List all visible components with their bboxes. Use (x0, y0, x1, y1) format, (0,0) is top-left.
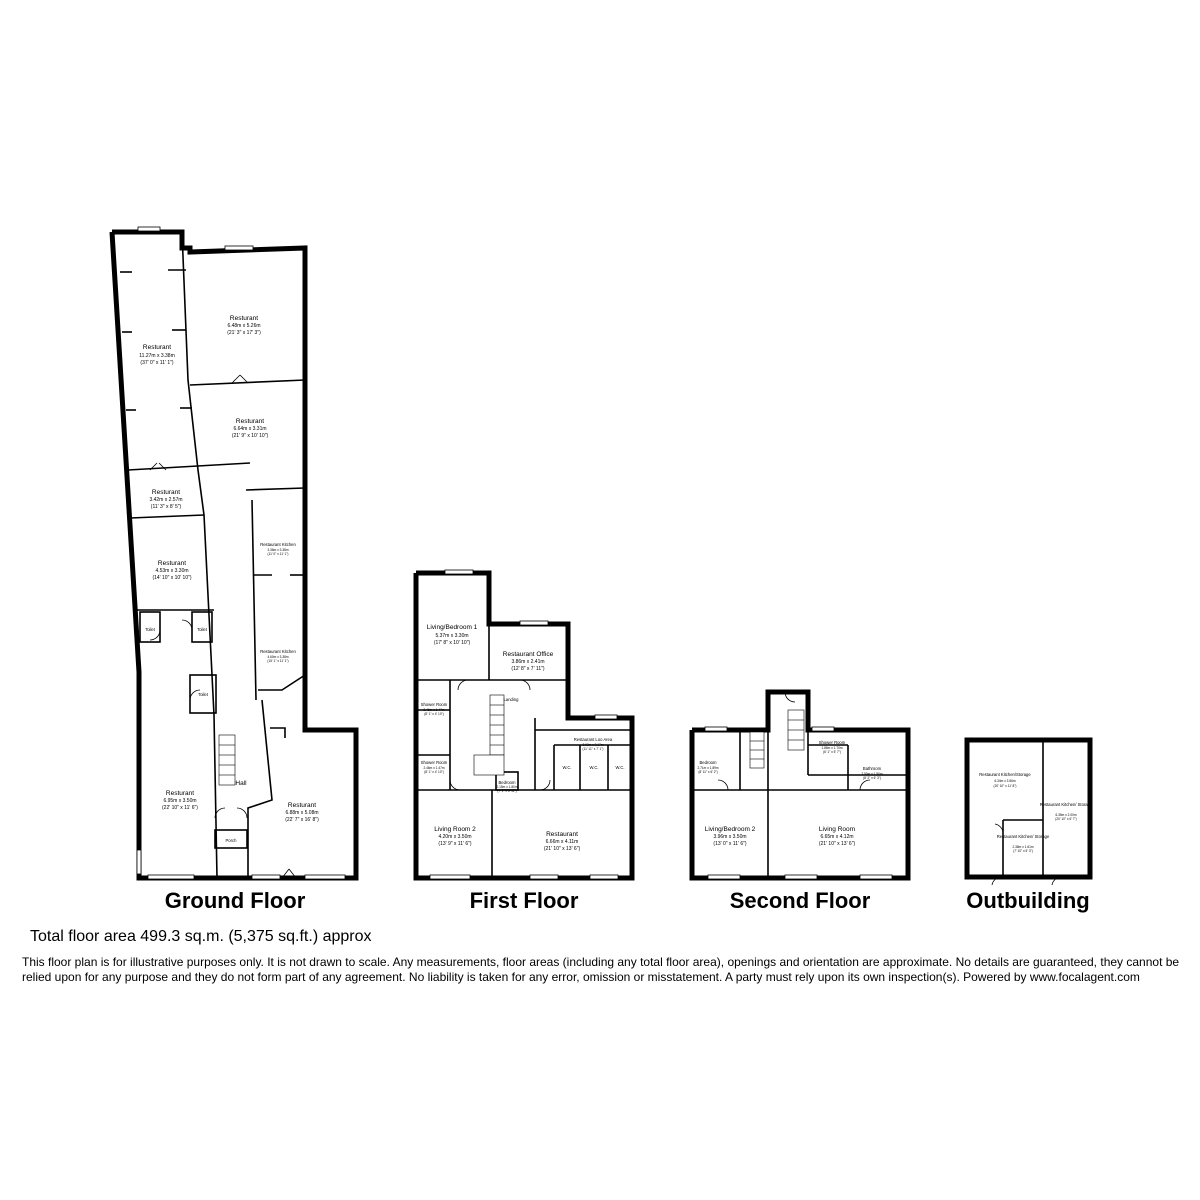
svg-text:Restaurant Kitchen: Restaurant Kitchen (260, 542, 296, 547)
svg-text:(11' 0" x 11' 1"): (11' 0" x 11' 1") (267, 552, 289, 556)
svg-text:Resturant: Resturant (142, 344, 172, 351)
room-label: W.C. (589, 765, 599, 770)
svg-text:3.36m x 3.38m: 3.36m x 3.38m (267, 548, 289, 552)
svg-text:(13' 0" x 11' 6"): (13' 0" x 11' 6") (713, 841, 747, 847)
room-label (697, 760, 718, 774)
ground-wall (182, 232, 217, 878)
svg-text:Shower Room: Shower Room (420, 702, 448, 707)
svg-text:2.38m x 1.61m: 2.38m x 1.61m (1012, 845, 1034, 849)
svg-text:4.53m x 3.30m: 4.53m x 3.30m (155, 568, 189, 574)
svg-text:6.48m x 5.26m: 6.48m x 5.26m (227, 323, 261, 329)
svg-text:(7' 1" x 5' 11"): (7' 1" x 5' 11") (497, 789, 517, 793)
room-label (152, 560, 191, 581)
room-label: Toilet (145, 627, 155, 632)
svg-text:(8' 1" x 4' 10"): (8' 1" x 4' 10") (424, 770, 444, 774)
room-label: Landing (503, 697, 519, 702)
svg-text:Resturant: Resturant (151, 489, 181, 496)
room-label (979, 772, 1031, 788)
room-label (162, 790, 198, 811)
svg-text:Living/Bedroom 2: Living/Bedroom 2 (704, 826, 756, 833)
svg-text:(20' 10" x 11' 8"): (20' 10" x 11' 8") (993, 784, 1017, 788)
svg-text:6.95m x 3.50m: 6.95m x 3.50m (163, 798, 197, 804)
room-label (260, 649, 296, 663)
svg-text:4.20m x 3.50m: 4.20m x 3.50m (438, 834, 472, 840)
room-label (434, 826, 476, 847)
room-label (819, 740, 846, 754)
svg-text:(8' 1" x 4' 10"): (8' 1" x 4' 10") (424, 712, 444, 716)
floor-title-second: Second Floor (729, 888, 871, 913)
floor-title-first: First Floor (469, 888, 579, 913)
svg-text:(20' 10" x 6' 7"): (20' 10" x 6' 7") (1055, 817, 1077, 821)
svg-text:Shower Room: Shower Room (420, 760, 448, 765)
room-label: Toilet (197, 627, 207, 632)
svg-text:Resturant: Resturant (165, 790, 195, 797)
svg-text:Restaurant Kitchen: Restaurant Kitchen (260, 649, 296, 654)
svg-text:(6' 1" x 5' 7"): (6' 1" x 5' 7") (823, 750, 841, 754)
room-label: W.C. (615, 765, 625, 770)
room-label (227, 315, 261, 336)
svg-text:Restaurant Kitchen/Storage: Restaurant Kitchen/Storage (979, 772, 1031, 777)
svg-text:Resturant: Resturant (235, 418, 265, 425)
room-label (149, 489, 182, 510)
room-label: Hall (235, 780, 247, 787)
total-floor-area: Total floor area 499.3 sq.m. (5,375 sq.ft.) approx (30, 928, 372, 945)
svg-text:(7' 10" x 5' 3"): (7' 10" x 5' 3") (1013, 849, 1033, 853)
svg-text:Restaurant Loo Area: Restaurant Loo Area (573, 737, 613, 742)
svg-text:(21' 10" x 13' 6"): (21' 10" x 13' 6") (543, 846, 581, 852)
svg-text:5.37m x 3.30m: 5.37m x 3.30m (435, 633, 469, 639)
svg-text:3.96m x 3.50m: 3.96m x 3.50m (713, 834, 747, 840)
room-label (997, 834, 1050, 853)
svg-text:6.34m x 3.56m: 6.34m x 3.56m (994, 779, 1016, 783)
svg-text:3.86m x 2.41m: 3.86m x 2.41m (511, 659, 545, 665)
svg-text:4.60m x 3.38m: 4.60m x 3.38m (267, 655, 289, 659)
room-label (421, 760, 448, 774)
room-label: W.C. (562, 765, 572, 770)
svg-text:Resturant: Resturant (157, 560, 187, 567)
outbuilding-labels (979, 772, 1093, 853)
svg-text:Living Room 2: Living Room 2 (434, 826, 476, 833)
room-label (427, 624, 478, 646)
second-floor-labels (697, 740, 882, 847)
svg-text:6.88m x 5.08m: 6.88m x 5.08m (285, 810, 319, 816)
room-label (1040, 802, 1093, 821)
svg-text:(11' 11" x 7' 1"): (11' 11" x 7' 1") (582, 747, 604, 751)
first-floor-labels (421, 624, 625, 852)
svg-text:(15' 1" x 11' 1"): (15' 1" x 11' 1") (267, 659, 289, 663)
svg-text:(22' 10" x 11' 6"): (22' 10" x 11' 6") (162, 805, 198, 811)
room-label (819, 826, 856, 847)
svg-text:Restaurant Kitchen/ Storage: Restaurant Kitchen/ Storage (1039, 802, 1093, 807)
room-label (544, 831, 581, 852)
room-label (421, 702, 448, 716)
floor-title-outbuilding: Outbuilding (966, 888, 1090, 913)
svg-text:(21' 10" x 13' 6"): (21' 10" x 13' 6") (818, 841, 856, 847)
floor-title-ground: Ground Floor (164, 888, 306, 913)
svg-text:11.27m x 3.38m: 11.27m x 3.38m (139, 353, 175, 359)
svg-text:6.66m x 4.11m: 6.66m x 4.11m (545, 839, 579, 845)
svg-text:Bedroom: Bedroom (498, 780, 516, 785)
svg-text:(37' 0" x 11' 1"): (37' 0" x 11' 1") (140, 360, 174, 366)
disclaimer-text: This floor plan is for illustrative purposes only. It is not drawn to scale. Any measurements, floor areas (including any total floor area), openings and orientation are approximate. No details are guaranteed, they cannot be relied upon for any purpose and they do not form part of any agreement. No liability is taken for any error, omission or misstatement. A party must rely upon its own inspection(s). Powered by www.focalagent.com (22, 955, 1180, 984)
svg-text:(12' 8" x 7' 11"): (12' 8" x 7' 11") (511, 666, 545, 672)
svg-text:3.42m x 2.57m: 3.42m x 2.57m (149, 497, 183, 503)
svg-text:2.50m x 1.90m: 2.50m x 1.90m (861, 772, 883, 776)
svg-text:(14' 10" x 10' 10"): (14' 10" x 10' 10") (152, 575, 192, 581)
svg-text:(8' 11" x 6' 2"): (8' 11" x 6' 2") (698, 770, 718, 774)
svg-text:2.46m x 1.47m: 2.46m x 1.47m (423, 708, 445, 712)
room-label (705, 826, 756, 847)
room-label: Toilet (198, 692, 208, 697)
svg-text:3.63m x 2.17m: 3.63m x 2.17m (582, 743, 604, 747)
svg-text:6.64m x 3.31m: 6.64m x 3.31m (233, 426, 267, 432)
svg-text:Restaurant Kitchen/ Storage: Restaurant Kitchen/ Storage (996, 834, 1050, 839)
svg-text:Restaurant: Restaurant (546, 831, 578, 838)
svg-text:Living Room: Living Room (818, 826, 856, 833)
room-label (496, 780, 517, 793)
room-label (232, 418, 269, 439)
svg-text:(22' 7" x 16' 8"): (22' 7" x 16' 8") (285, 817, 319, 823)
svg-text:6.35m x 2.00m: 6.35m x 2.00m (1055, 813, 1077, 817)
svg-text:Bathroom: Bathroom (862, 766, 882, 771)
room-label: Porch (225, 838, 237, 843)
room-label (285, 802, 319, 823)
room-label (503, 651, 554, 672)
room-label (139, 344, 174, 366)
room-label (260, 542, 296, 556)
svg-text:Bedroom: Bedroom (699, 760, 717, 765)
room-label (861, 766, 882, 780)
svg-text:2.15m x 1.80m: 2.15m x 1.80m (496, 785, 518, 789)
outbuilding-outer-wall (967, 740, 1090, 877)
svg-text:Shower Room: Shower Room (818, 740, 846, 745)
svg-text:Resturant: Resturant (287, 802, 317, 809)
svg-text:6.65m x 4.12m: 6.65m x 4.12m (820, 834, 854, 840)
svg-text:(17' 8" x 10' 10"): (17' 8" x 10' 10") (433, 640, 471, 646)
svg-text:Living/Bedroom 1: Living/Bedroom 1 (426, 624, 478, 631)
svg-text:2.71m x 1.89m: 2.71m x 1.89m (697, 766, 719, 770)
svg-text:2.46m x 1.47m: 2.46m x 1.47m (423, 766, 445, 770)
svg-text:Resturant: Resturant (229, 315, 259, 322)
svg-text:(21' 9" x 10' 10"): (21' 9" x 10' 10") (231, 433, 269, 439)
svg-text:(21' 3" x 17' 3"): (21' 3" x 17' 3") (227, 330, 261, 336)
svg-text:(11' 3" x 8' 5"): (11' 3" x 8' 5") (150, 504, 182, 510)
svg-text:Restaurant Office: Restaurant Office (502, 651, 554, 658)
svg-text:(8' 2" x 6' 3"): (8' 2" x 6' 3") (863, 776, 881, 780)
svg-text:1.86m x 1.70m: 1.86m x 1.70m (821, 746, 843, 750)
second-floor-plan (692, 692, 908, 879)
svg-text:(13' 9" x 11' 6"): (13' 9" x 11' 6") (438, 841, 472, 847)
